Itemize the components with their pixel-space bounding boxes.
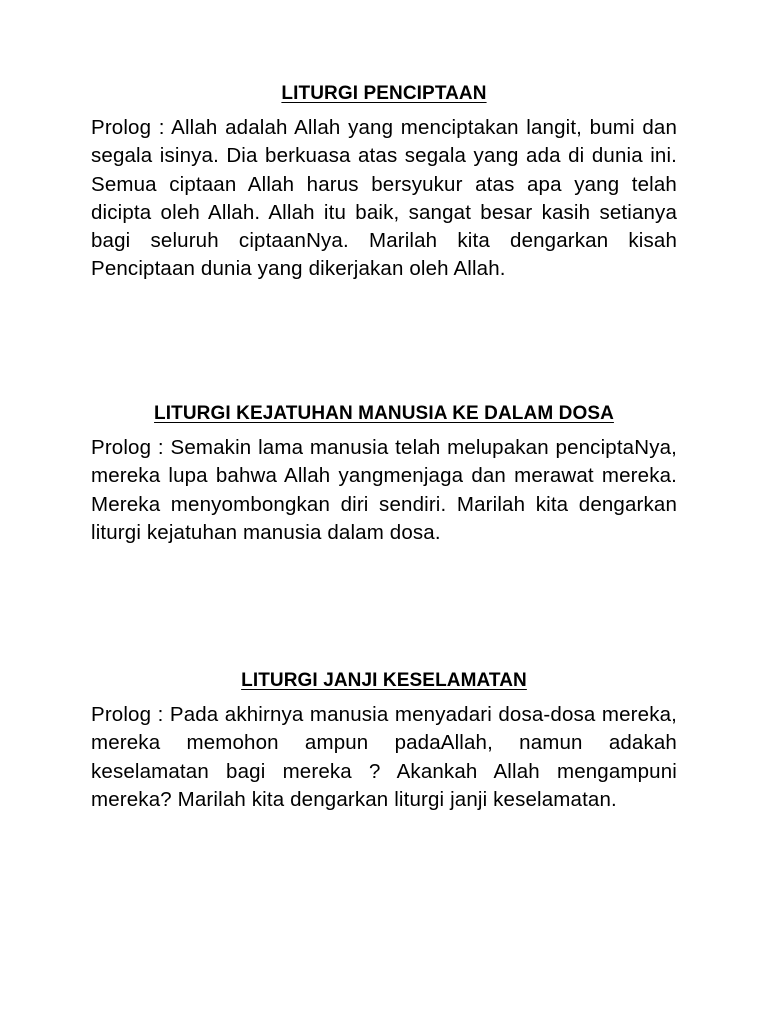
section-heading: LITURGI PENCIPTAAN <box>281 83 487 104</box>
section-prolog: Prolog : Allah adalah Allah yang menciptakan langit, bumi dan segala isinya. Dia berkuasa atas segala yang ada di dunia ini. Semua ciptaan Allah harus bersyukur atas apa yang telah dicipta oleh Allah. Allah itu baik, sangat besar kasih setianya bagi seluruh ciptaanNya. Marilah kita dengarkan kisah Penciptaan dunia yang dikerjakan oleh Allah. <box>91 116 677 281</box>
section-prolog: Prolog : Pada akhirnya manusia menyadari dosa-dosa mereka, mereka memohon ampun padaAllah, namun adakah keselamatan bagi mereka ? Akankah Allah mengampuni mereka? Marilah kita dengarkan liturgi janji keselamatan. <box>91 703 677 811</box>
section-liturgi-janji-keselamatan <box>91 668 677 814</box>
section-prolog: Prolog : Semakin lama manusia telah melupakan penciptaNya, mereka lupa bahwa Allah yangmenjaga dan merawat mereka. Mereka menyombongkan diri sendiri. Marilah kita dengarkan liturgi kejatuhan manusia dalam dosa. <box>91 436 677 544</box>
section-heading: LITURGI JANJI KESELAMATAN <box>241 670 527 691</box>
section-liturgi-kejatuhan <box>91 401 677 547</box>
section-liturgi-penciptaan <box>91 81 677 284</box>
section-heading: LITURGI KEJATUHAN MANUSIA KE DALAM DOSA <box>154 403 614 424</box>
